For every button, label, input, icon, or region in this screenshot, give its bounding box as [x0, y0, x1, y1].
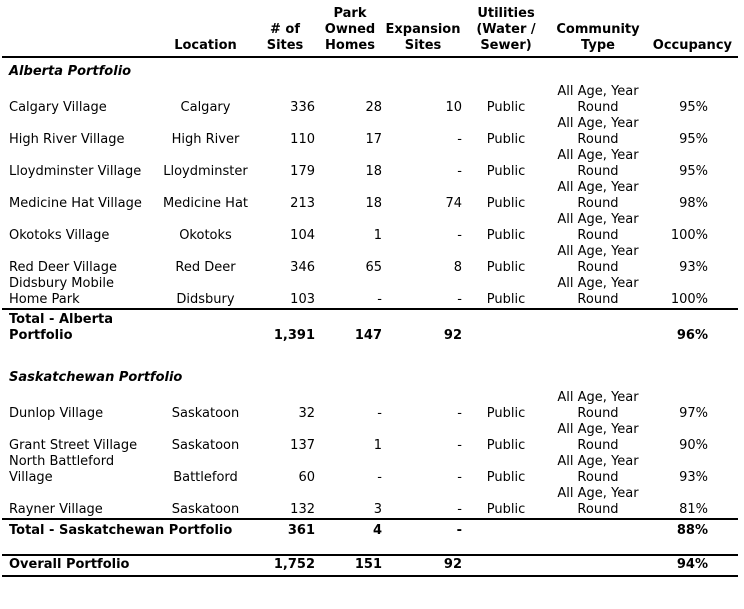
column-header-sites: # of Sites	[254, 0, 316, 57]
cell-location: Red Deer	[175, 260, 236, 275]
cell-community-type: All Age, Year Round	[557, 422, 639, 453]
cell-utilities: Public	[486, 164, 526, 179]
cell-expansion-sites: -	[457, 132, 462, 147]
cell-occupancy: 95%	[679, 100, 708, 115]
table-header-row	[2, 0, 738, 57]
cell-sites: 137	[290, 438, 315, 453]
cell-park-owned-homes: 1	[373, 438, 382, 453]
cell-utilities: Public	[486, 438, 526, 453]
cell-occupancy: 100%	[670, 292, 708, 307]
cell-location: Okotoks	[179, 228, 232, 243]
table-row	[2, 390, 738, 422]
cell-property-name: Lloydminster Village	[9, 164, 142, 179]
table-row	[2, 422, 738, 454]
cell-park-owned-homes: 151	[316, 555, 384, 576]
cell-expansion-sites: 8	[453, 260, 462, 275]
cell-sites: 103	[290, 292, 315, 307]
cell-community-type: All Age, Year Round	[557, 180, 639, 211]
column-header-utilities: Utilities (Water / Sewer)	[462, 0, 550, 57]
column-header-name	[2, 0, 157, 57]
cell-occupancy: 88%	[646, 519, 738, 542]
cell-property-name: Dunlop Village	[9, 406, 104, 421]
cell-utilities	[462, 519, 550, 542]
cell-park-owned-homes: -	[377, 292, 382, 307]
table-row	[2, 276, 738, 309]
cell-utilities: Public	[486, 292, 526, 307]
column-header-location: Location	[157, 0, 254, 57]
cell-community-type: All Age, Year Round	[557, 276, 639, 307]
cell-location: Saskatoon	[171, 406, 240, 421]
cell-community-type: All Age, Year Round	[557, 390, 639, 421]
cell-sites: 179	[290, 164, 315, 179]
cell-location: Battleford	[173, 470, 238, 485]
cell-utilities	[462, 555, 550, 576]
cell-expansion-sites: -	[457, 406, 462, 421]
cell-sites: 346	[290, 260, 315, 275]
cell-property-name: Red Deer Village	[9, 260, 117, 275]
cell-occupancy: 81%	[679, 502, 708, 517]
section-title: Saskatchewan Portfolio	[9, 370, 183, 385]
cell-location: High River	[171, 132, 240, 147]
cell-park-owned-homes: -	[377, 470, 382, 485]
cell-occupancy: 94%	[646, 555, 738, 576]
table-row	[2, 180, 738, 212]
cell-location: Lloydminster	[163, 164, 248, 179]
table-row	[2, 84, 738, 116]
cell-sites: 336	[290, 100, 315, 115]
spacer-cell	[2, 348, 738, 364]
spacer-row	[2, 348, 738, 364]
cell-occupancy: 97%	[679, 406, 708, 421]
cell-location: Medicine Hat	[162, 196, 249, 211]
spacer-row	[2, 542, 738, 555]
cell-expansion-sites: 92	[384, 309, 462, 348]
table-row	[2, 116, 738, 148]
cell-property-name: Rayner Village	[9, 502, 103, 517]
cell-utilities	[462, 309, 550, 348]
cell-community-type: All Age, Year Round	[557, 212, 639, 243]
spacer-cell	[2, 542, 738, 555]
cell-sites: 361	[254, 519, 316, 542]
cell-park-owned-homes: 1	[373, 228, 382, 243]
cell-expansion-sites: -	[384, 519, 462, 542]
cell-community-type: All Age, Year Round	[557, 84, 639, 115]
section-header-alberta	[2, 57, 738, 84]
cell-utilities: Public	[486, 470, 526, 485]
cell-occupancy: 96%	[646, 309, 738, 348]
cell-utilities: Public	[486, 260, 526, 275]
cell-total-label: Total - Saskatchewan Portfolio	[2, 519, 254, 542]
cell-property-name: Didsbury Mobile Home Park	[9, 276, 114, 307]
cell-expansion-sites: 10	[445, 100, 462, 115]
cell-expansion-sites: -	[457, 502, 462, 517]
cell-location	[157, 309, 254, 348]
column-header-occupancy: Occupancy	[646, 0, 738, 57]
cell-sites: 104	[290, 228, 315, 243]
cell-occupancy: 90%	[679, 438, 708, 453]
cell-community-type: All Age, Year Round	[557, 244, 639, 275]
cell-community-type	[550, 309, 646, 348]
cell-property-name: Grant Street Village	[9, 438, 138, 453]
cell-total-label: Total - Alberta Portfolio	[2, 309, 157, 348]
cell-community-type: All Age, Year Round	[557, 454, 639, 485]
cell-community-type: All Age, Year Round	[557, 116, 639, 147]
cell-sites: 60	[298, 470, 315, 485]
cell-total-label: Overall Portfolio	[2, 555, 254, 576]
cell-occupancy: 93%	[679, 260, 708, 275]
cell-park-owned-homes: 4	[316, 519, 384, 542]
table-row	[2, 454, 738, 486]
cell-expansion-sites: -	[457, 228, 462, 243]
cell-utilities: Public	[486, 196, 526, 211]
cell-park-owned-homes: 18	[365, 196, 382, 211]
column-header-community-type: Community Type	[550, 0, 646, 57]
cell-occupancy: 100%	[670, 228, 708, 243]
cell-property-name: Okotoks Village	[9, 228, 110, 243]
table-row	[2, 486, 738, 519]
cell-expansion-sites: 92	[384, 555, 462, 576]
cell-utilities: Public	[486, 406, 526, 421]
cell-sites: 32	[298, 406, 315, 421]
cell-property-name: Calgary Village	[9, 100, 107, 115]
cell-community-type	[550, 519, 646, 542]
cell-location: Didsbury	[176, 292, 235, 307]
cell-park-owned-homes: 28	[365, 100, 382, 115]
cell-sites: 132	[290, 502, 315, 517]
cell-property-name: Medicine Hat Village	[9, 196, 142, 211]
overall-total-row	[2, 555, 738, 576]
total-row-alberta	[2, 309, 738, 348]
table-row	[2, 148, 738, 180]
cell-sites: 213	[290, 196, 315, 211]
cell-park-owned-homes: 17	[365, 132, 382, 147]
cell-utilities: Public	[486, 228, 526, 243]
cell-park-owned-homes: -	[377, 406, 382, 421]
column-header-expansion-sites: Expansion Sites	[384, 0, 462, 57]
cell-occupancy: 93%	[679, 470, 708, 485]
cell-occupancy: 98%	[679, 196, 708, 211]
cell-community-type: All Age, Year Round	[557, 148, 639, 179]
cell-utilities: Public	[486, 100, 526, 115]
cell-occupancy: 95%	[679, 132, 708, 147]
cell-location: Calgary	[180, 100, 231, 115]
cell-park-owned-homes: 65	[365, 260, 382, 275]
cell-park-owned-homes: 18	[365, 164, 382, 179]
cell-community-type	[550, 555, 646, 576]
cell-location: Saskatoon	[171, 502, 240, 517]
cell-expansion-sites: 74	[445, 196, 462, 211]
portfolio-table	[2, 0, 738, 577]
cell-sites: 110	[290, 132, 315, 147]
total-row-saskatchewan	[2, 519, 738, 542]
cell-expansion-sites: -	[457, 164, 462, 179]
cell-utilities: Public	[486, 502, 526, 517]
cell-location: Saskatoon	[171, 438, 240, 453]
cell-community-type: All Age, Year Round	[557, 486, 639, 517]
cell-occupancy: 95%	[679, 164, 708, 179]
column-header-park-owned-homes: Park Owned Homes	[316, 0, 384, 57]
cell-expansion-sites: -	[457, 470, 462, 485]
cell-sites: 1,391	[254, 309, 316, 348]
section-title: Alberta Portfolio	[9, 64, 132, 79]
cell-park-owned-homes: 147	[316, 309, 384, 348]
cell-property-name: High River Village	[9, 132, 125, 147]
cell-expansion-sites: -	[457, 292, 462, 307]
cell-expansion-sites: -	[457, 438, 462, 453]
cell-park-owned-homes: 3	[373, 502, 382, 517]
table-row	[2, 212, 738, 244]
cell-property-name: North Battleford Village	[9, 454, 115, 485]
cell-utilities: Public	[486, 132, 526, 147]
section-header-saskatchewan	[2, 364, 738, 390]
table-row	[2, 244, 738, 276]
cell-sites: 1,752	[254, 555, 316, 576]
